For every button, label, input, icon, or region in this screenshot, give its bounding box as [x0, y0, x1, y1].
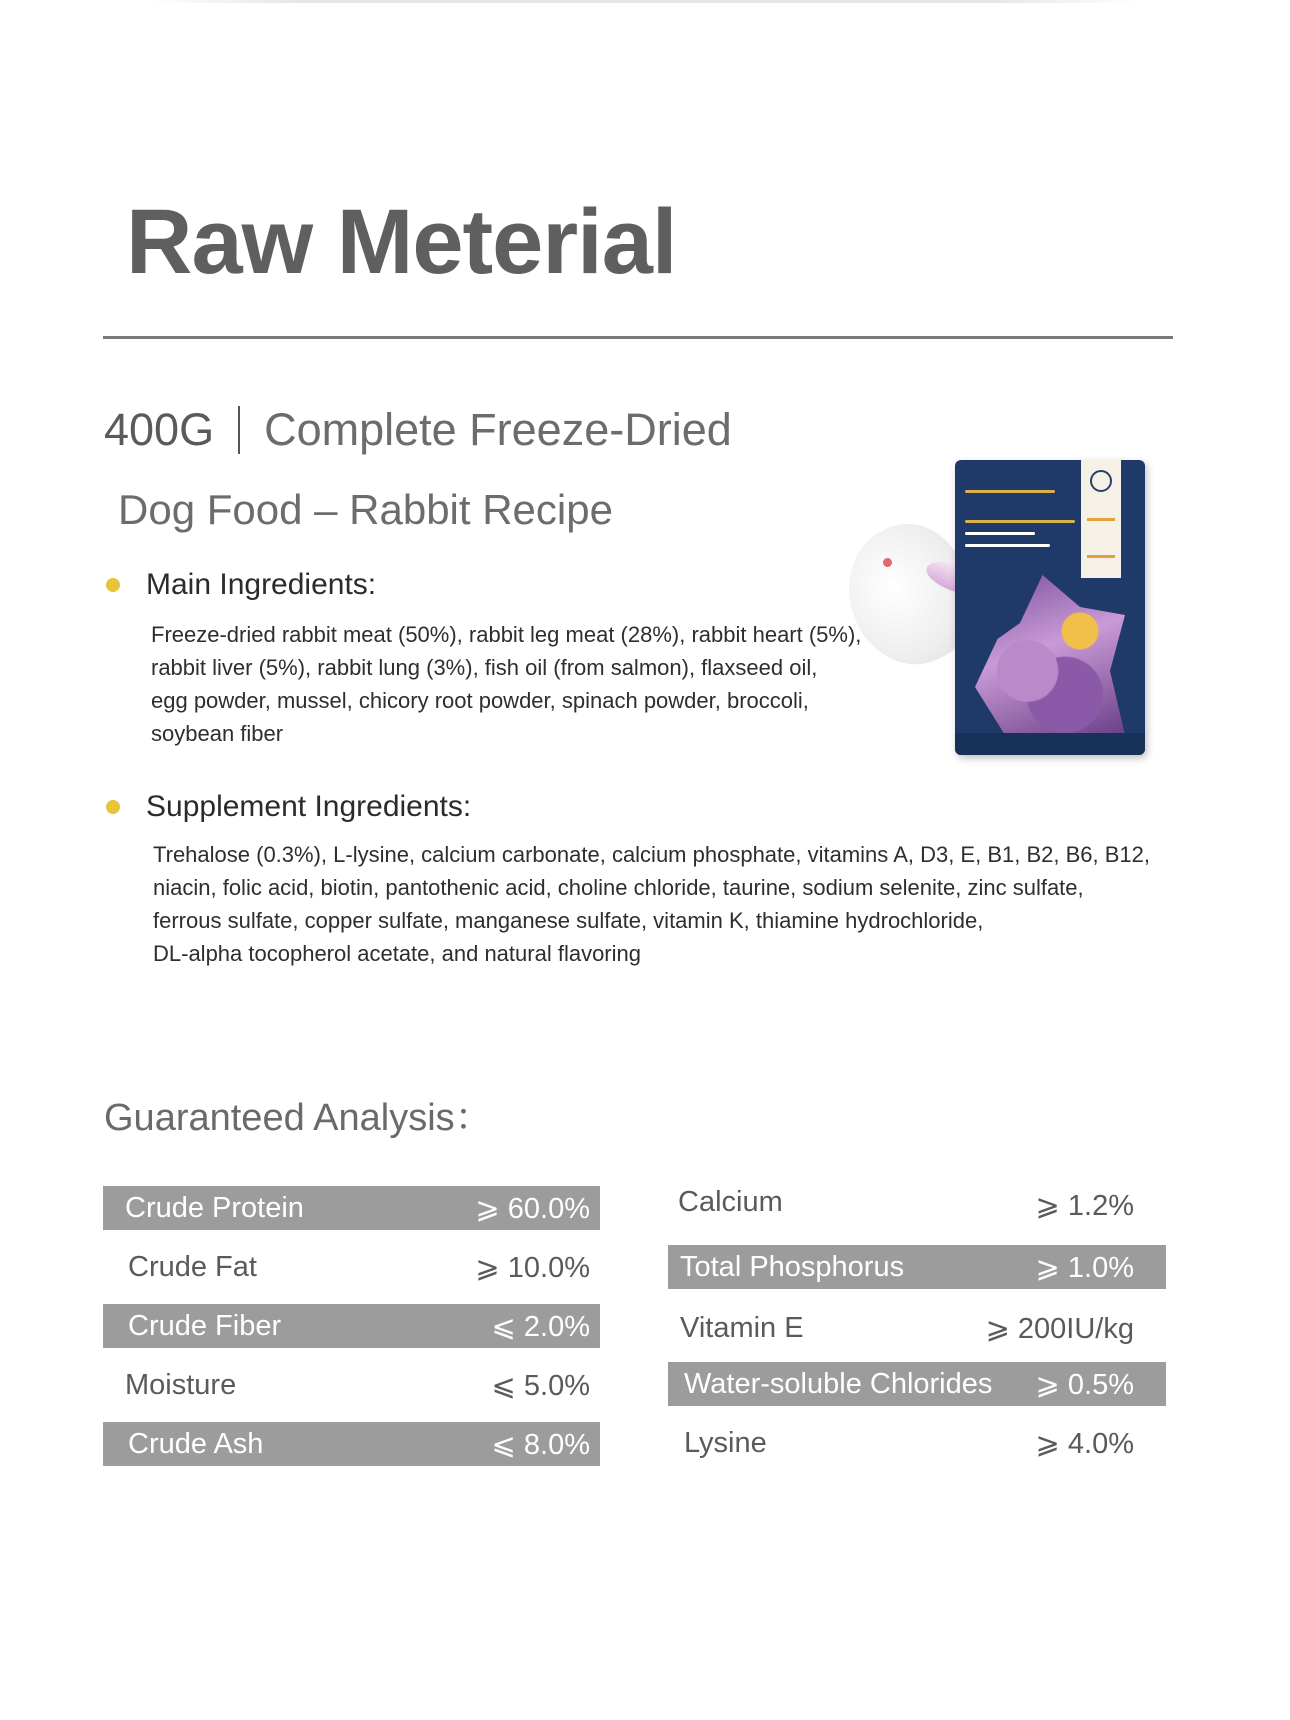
- analysis-row-water-soluble-chlorides: [668, 1362, 1166, 1406]
- title-separator: [238, 406, 240, 454]
- analysis-row-moisture: [103, 1363, 600, 1407]
- analysis-value: ⩽ 5.0%: [491, 1369, 590, 1402]
- bag-text-stripe: [965, 544, 1050, 547]
- analysis-value: ⩽ 2.0%: [491, 1310, 590, 1343]
- main-ingredients-list: [151, 618, 861, 750]
- bag-artwork: [975, 575, 1125, 735]
- bag-brand-chars: [1087, 518, 1115, 558]
- analysis-name: Crude Protein: [125, 1191, 304, 1224]
- main-ingredients-line: Freeze-dried rabbit meat (50%), rabbit leg meat (28%), rabbit heart (5%),: [151, 622, 862, 647]
- analysis-row-lysine: [668, 1421, 1166, 1465]
- main-ingredients-line: soybean fiber: [151, 721, 284, 746]
- analysis-name: Crude Fat: [128, 1250, 257, 1283]
- analysis-name: Water-soluble Chlorides: [684, 1367, 993, 1400]
- analysis-value: ⩾ 0.5%: [1035, 1368, 1134, 1401]
- product-title: [104, 404, 732, 456]
- analysis-value: ⩽ 8.0%: [491, 1428, 590, 1461]
- product-weight: 400G: [104, 404, 215, 455]
- supplement-ingredients-line: niacin, folic acid, biotin, pantothenic acid, choline chloride, taurine, sodium selenite, zinc sulfate,: [153, 875, 1084, 900]
- analysis-value: ⩾ 1.0%: [1035, 1251, 1134, 1284]
- analysis-name: Total Phosphorus: [680, 1250, 905, 1283]
- analysis-row-total-phosphorus: [668, 1245, 1166, 1289]
- bullet-dot-icon: [106, 578, 120, 592]
- product-name-line1: Complete Freeze-Dried: [264, 404, 732, 455]
- analysis-name: Crude Fiber: [128, 1309, 282, 1342]
- analysis-name: Calcium: [678, 1185, 783, 1218]
- analysis-row-crude-protein: [103, 1186, 600, 1230]
- analysis-row-crude-fat: [103, 1245, 600, 1289]
- analysis-value: ⩾ 10.0%: [475, 1251, 590, 1284]
- bag-brand-label: [1081, 460, 1121, 578]
- bullet-dot-icon: [106, 800, 120, 814]
- analysis-value: ⩾ 60.0%: [475, 1192, 590, 1225]
- product-image: [830, 455, 1160, 755]
- rabbit-eye: [883, 558, 892, 567]
- supplement-ingredients-title: Supplement Ingredients:: [146, 790, 472, 823]
- analysis-value: ⩾ 1.2%: [1035, 1190, 1134, 1222]
- bag-footer: [955, 733, 1145, 755]
- product-bag: [955, 460, 1145, 755]
- product-name-line2: Dog Food – Rabbit Recipe: [118, 486, 613, 533]
- top-divider: [150, 0, 1140, 3]
- analysis-name: Crude Ash: [128, 1427, 264, 1460]
- bag-text-stripe: [965, 532, 1035, 535]
- brand-logo-icon: [1090, 470, 1112, 492]
- page-title: Raw Meterial: [126, 191, 677, 293]
- title-divider: [103, 336, 1173, 339]
- analysis-row-calcium: [668, 1180, 1166, 1224]
- analysis-name: Vitamin E: [680, 1311, 804, 1344]
- analysis-title: Guaranteed Analysis：: [104, 1097, 493, 1139]
- analysis-value: ⩾ 4.0%: [1035, 1427, 1134, 1460]
- main-ingredients-line: egg powder, mussel, chicory root powder, spinach powder, broccoli,: [151, 688, 809, 713]
- supplement-ingredients-line: DL-alpha tocopherol acetate, and natural flavoring: [153, 941, 641, 966]
- supplement-ingredients-list: [153, 838, 1150, 970]
- analysis-row-crude-fiber: [103, 1304, 600, 1348]
- supplement-ingredients-line: ferrous sulfate, copper sulfate, manganese sulfate, vitamin K, thiamine hydrochloride,: [153, 908, 984, 933]
- bag-text-stripe: [965, 490, 1055, 493]
- main-ingredients-heading: [106, 568, 376, 602]
- analysis-name: Lysine: [684, 1426, 767, 1459]
- supplement-ingredients-line: Trehalose (0.3%), L-lysine, calcium carbonate, calcium phosphate, vitamins A, D3, E, B1, B2, B6, B12,: [153, 842, 1150, 867]
- main-ingredients-line: rabbit liver (5%), rabbit lung (3%), fish oil (from salmon), flaxseed oil,: [151, 655, 818, 680]
- supplement-ingredients-heading: [106, 790, 471, 824]
- bag-text-stripe: [965, 520, 1075, 523]
- analysis-name: Moisture: [125, 1368, 237, 1401]
- analysis-row-crude-ash: [103, 1422, 600, 1466]
- analysis-row-vitamin-e: [668, 1306, 1166, 1350]
- analysis-value: ⩾ 200IU/kg: [985, 1312, 1134, 1345]
- main-ingredients-title: Main Ingredients:: [146, 568, 377, 601]
